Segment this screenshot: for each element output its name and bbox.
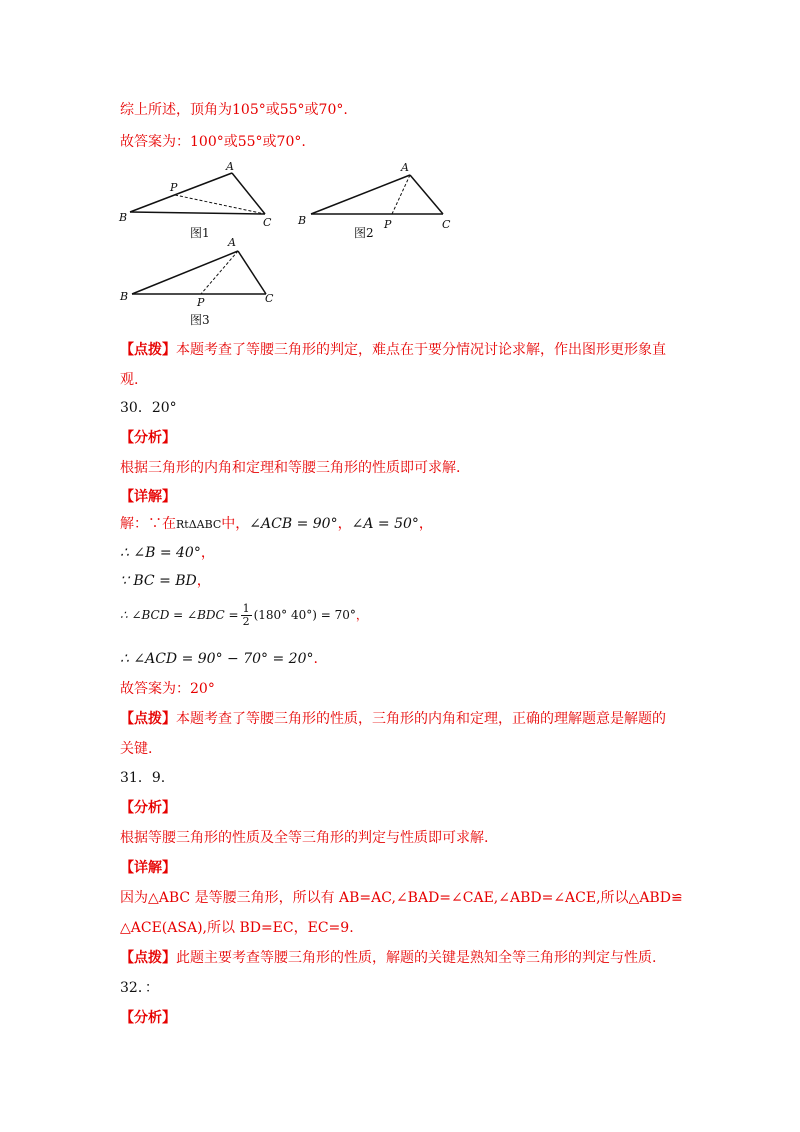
figure-3	[118, 234, 282, 330]
solution-30-line-1: 解：∵在RtΔABC中，∠ACB = 90°，∠A = 50°，	[120, 516, 433, 532]
tip-1-line-a: 【点拨】本题考查了等腰三角形的判定，难点在于要分情况讨论求解，作出图形更形象直	[120, 342, 666, 358]
solution-30-line-4: ∴ ∠BCD = ∠BDC = $\frac{1}{2}$ (180° 40°) = 70°，	[120, 602, 368, 628]
solution-30-line-3: ∵ BC = BD，	[120, 573, 211, 589]
fig1-caption: 图1	[190, 226, 210, 240]
fig3-label-a: A	[228, 236, 236, 249]
tip-1-line-b: 观.	[120, 372, 139, 388]
fig1-label-a: A	[226, 160, 234, 173]
fig2-label-b: B	[298, 214, 307, 227]
fig3-label-b: B	[120, 290, 129, 303]
question-30-heading: 30．20°	[120, 400, 177, 416]
detail-31-line-a: 因为△ABC 是等腰三角形，所以有 AB=AC,∠BAD=∠CAE,∠ABD=∠ACE,所以△ABD≌	[120, 890, 683, 906]
fig1-label-p: P	[170, 181, 178, 194]
figure-1	[118, 158, 278, 240]
fig3-label-c: C	[265, 292, 274, 305]
fig3-label-p: P	[197, 296, 205, 309]
tip-30-line-a: 【点拨】本题考查了等腰三角形的性质，三角形的内角和定理，正确的理解题意是解题的	[120, 711, 666, 727]
solution-30-line-5: ∴ ∠ACD = 90° − 70° = 20°.	[120, 651, 318, 667]
fraction-half: $\frac{1}{2}$	[242, 602, 250, 628]
fig1-label-b: B	[119, 211, 128, 224]
analysis-32-label: 【分析】	[120, 1010, 176, 1026]
detail-31-label: 【详解】	[120, 860, 176, 876]
detail-30-label: 【详解】	[120, 489, 176, 505]
analysis-31-label: 【分析】	[120, 800, 176, 816]
answer-30: 故答案为：20°	[120, 681, 215, 697]
analysis-31-text: 根据等腰三角形的性质及全等三角形的判定与性质即可求解.	[120, 830, 489, 846]
fig1-label-c: C	[263, 216, 272, 229]
fig2-label-a: A	[401, 161, 409, 174]
solution-30-line-2: ∴ ∠B = 40°，	[120, 545, 215, 561]
analysis-30-text: 根据三角形的内角和定理和等腰三角形的性质即可求解.	[120, 460, 461, 476]
tip-30-line-b: 关键.	[120, 741, 153, 757]
fig2-label-c: C	[442, 218, 451, 231]
question-32-heading: 32．：	[120, 980, 159, 996]
fig2-label-p: P	[384, 218, 392, 231]
figure-2	[296, 158, 460, 240]
question-31-heading: 31．9.	[120, 770, 166, 786]
summary-line: 综上所述，顶角为105°或55°或70°.	[120, 102, 348, 118]
analysis-30-label: 【分析】	[120, 430, 176, 446]
detail-31-line-b: △ACE(ASA),所以 BD=EC，EC=9.	[120, 920, 354, 936]
tip-31: 【点拨】此题主要考查等腰三角形的性质，解题的关键是熟知全等三角形的判定与性质.	[120, 950, 657, 966]
answer-line-1: 故答案为：100°或55°或70°.	[120, 134, 306, 150]
fig3-caption: 图3	[190, 313, 210, 327]
fig2-caption: 图2	[354, 226, 374, 240]
